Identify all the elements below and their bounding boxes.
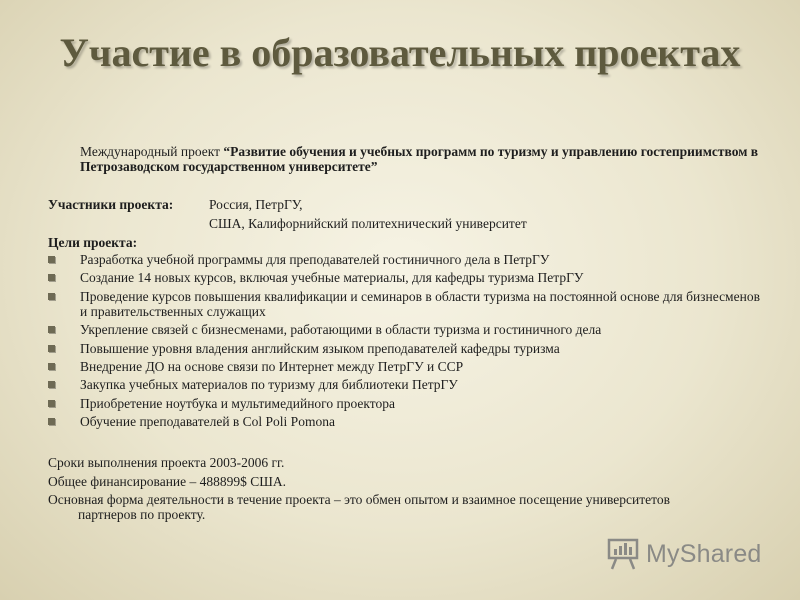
- goal-text: Обучение преподавателей в Col Poli Pomona: [80, 414, 335, 430]
- goal-text: Разработка учебной программы для преподавателей гостиничного дела в ПетрГУ: [80, 252, 550, 267]
- project-terms: Сроки выполнения проекта 2003-2006 гг.: [48, 455, 285, 470]
- goal-text: Проведение курсов повышения квалификации и семинаров в области туризма на постоянной основе для бизнесменов и правительственных служащих: [80, 288, 760, 319]
- goal-item: [48, 377, 768, 392]
- activity-line-1: Основная форма деятельности в течение проекта – это обмен опытом и взаимное посещение университетов: [48, 492, 670, 507]
- square-bullet-icon: [48, 363, 55, 370]
- square-bullet-icon: [48, 400, 55, 407]
- participant-1: Россия, ПетрГУ,: [209, 197, 303, 212]
- slide-title: Участие в образовательных проектах: [59, 30, 741, 75]
- square-bullet-icon: [48, 345, 55, 352]
- square-bullet-icon: [48, 256, 55, 263]
- goal-item: [48, 322, 768, 337]
- goal-item: [48, 289, 768, 319]
- activity-line-2: партнеров по проекту.: [78, 507, 206, 522]
- goal-item: [48, 414, 768, 429]
- goal-item: [48, 270, 768, 285]
- project-intro: [80, 144, 760, 174]
- participant-2: США, Калифорнийский политехнический университет: [209, 216, 527, 231]
- square-bullet-icon: [48, 293, 55, 300]
- square-bullet-icon: [48, 326, 55, 333]
- project-activity: [48, 492, 768, 522]
- square-bullet-icon: [48, 418, 55, 425]
- goals-list: [48, 252, 768, 433]
- goal-text: Закупка учебных материалов по туризму для библиотеки ПетрГУ: [80, 377, 458, 393]
- watermark-text: MyShared: [646, 539, 762, 568]
- goal-item: [48, 396, 768, 411]
- goal-text: Внедрение ДО на основе связи по Интернет между ПетрГУ и ССР: [80, 358, 464, 374]
- goal-item: [48, 252, 768, 267]
- goal-text: Повышение уровня владения английским языком преподавателей кафедры туризма: [80, 340, 560, 356]
- goal-text: Укрепление связей с бизнесменами, работающими в области туризма и гостиничного дела: [80, 322, 602, 338]
- project-name: “Развитие обучения и учебных программ по туризму и управлению гостеприимством в Петрозаводском государственном университете”: [80, 144, 759, 174]
- goal-item: [48, 359, 768, 374]
- goal-text: Создание 14 новых курсов, включая учебные материалы, для кафедры туризма ПетрГУ: [80, 270, 584, 286]
- project-funding: Общее финансирование – 488899$ США.: [48, 474, 287, 489]
- square-bullet-icon: [48, 381, 55, 388]
- goal-text: Приобретение ноутбука и мультимедийного проектора: [80, 395, 395, 411]
- participants-label: Участники проекта:: [48, 197, 174, 212]
- square-bullet-icon: [48, 274, 55, 281]
- goal-item: [48, 341, 768, 356]
- presentation-board-icon: [606, 538, 640, 570]
- project-intro-prefix: Международный проект: [80, 144, 224, 159]
- goals-label: Цели проекта:: [48, 235, 138, 250]
- myshared-watermark: [606, 537, 762, 571]
